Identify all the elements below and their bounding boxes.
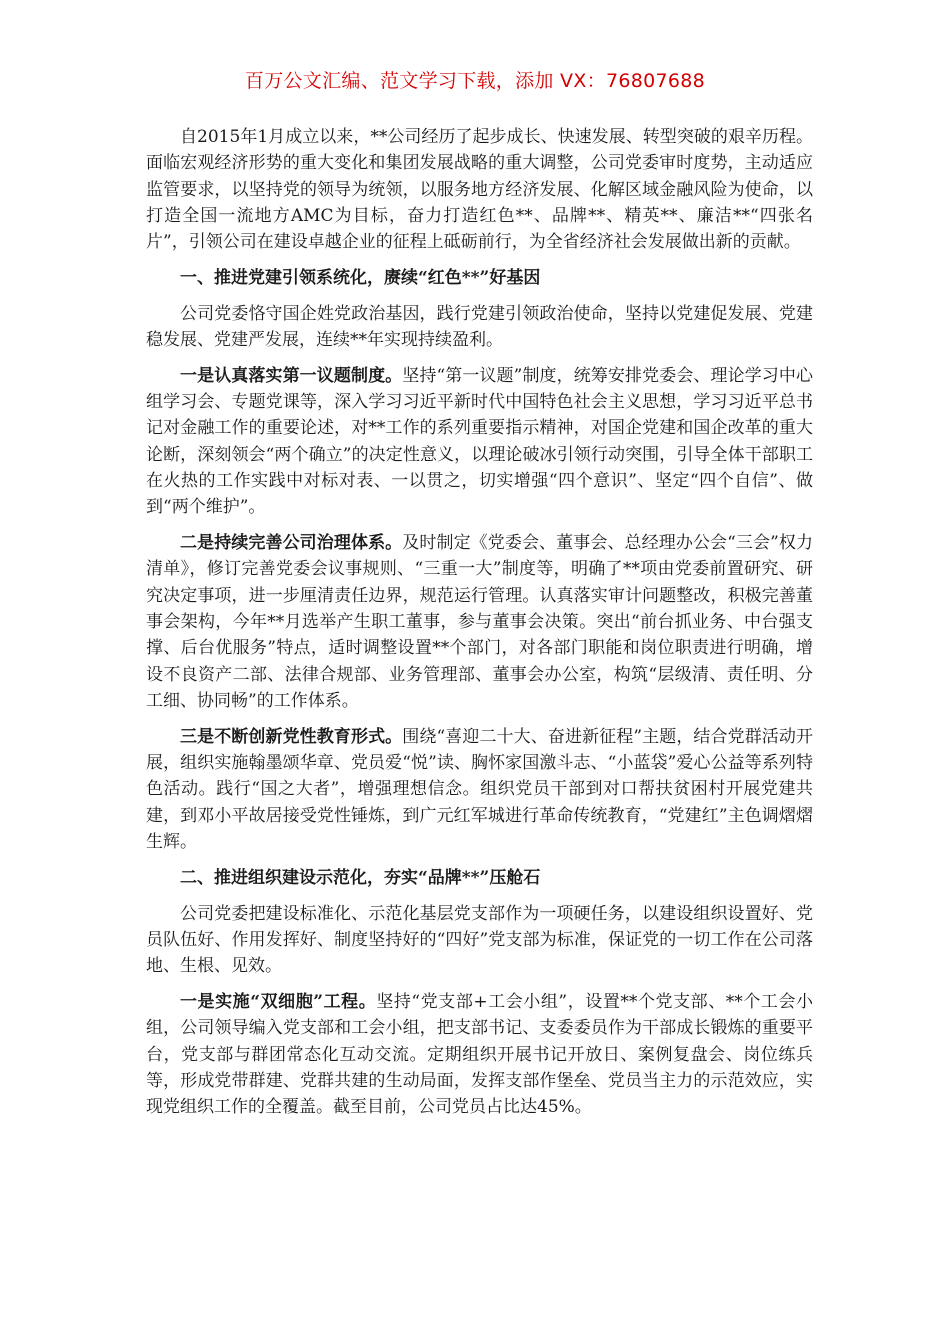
section-1-item-1-text: 坚持“第一议题”制度，统筹安排党委会、理论学习中心组学习会、专题党课等，深入学习习近平新时代中国特色社会主义思想，学习习近平总书记对金融工作的重要论述，对**工作的系列重要指示精神，对国企党建和国企改革的重大论断，深刻领会“两个确立”的决定性意义，以理论破冰引领行动突围，引导全体干部职工在火热的工作实践中对标对表、一以贯之，切实增强“四个意识”、坚定“四个自信”、做到“两个维护”。 [146, 365, 814, 518]
intro-paragraph: 自2015年1月成立以来，**公司经历了起步成长、快速发展、转型突破的艰辛历程。面临宏观经济形势的重大变化和集团发展战略的重大调整，公司党委审时度势，主动适应监管要求，以坚持党的领导为统领，以服务地方经济发展、化解区域金融风险为使命，以打造全国一流地方AMC为目标，奋力打造红色**、品牌**、精英**、廉洁**“四张名片”，引领公司在建设卓越企业的征程上砥砺前行，为全省经济社会发展做出新的贡献。 [146, 127, 813, 253]
section-1-item-1-lead: 一是认真落实第一议题制度。 [180, 365, 403, 386]
document-body [146, 124, 813, 1130]
section-2-heading: 二、推进组织建设示范化，夯实“品牌**”压舱石 [180, 867, 541, 888]
section-1-item-3-text: 围绕“喜迎二十大、奋进新征程”主题，结合党群活动开展，组织实施翰墨颂华章、党员爱“悦”读、胸怀家国激斗志、“小蓝袋”爱心公益等系列特色活动。践行“国之大者”，增强理想信念。组织党员干部到对口帮扶贫困村开展党建共建，到邓小平故居接受党性锤炼，到广元红军城进行革命传统教育，“党建红”主色调熠熠生辉。 [146, 726, 814, 852]
section-1-item-2-text: 及时制定《党委会、董事会、总经理办公会“三会”权力清单》，修订完善党委会议事规则、“三重一大”制度等，明确了**项由党委前置研究、研究决定事项，进一步厘清责任边界，规范运行管理。认真落实审计问题整改，积极完善董事会架构，今年**月选举产生职工董事，参与董事会决策。突出“前台抓业务、中台强支撑、后台优服务”特点，适时调整设置**个部门，对各部门职能和岗位职责进行明确，增设不良资产二部、法律合规部、业务管理部、董事会办公室，构筑“层级清、责任明、分工细、协同畅”的工作体系。 [146, 533, 814, 711]
section-1-item-3 [146, 724, 813, 855]
section-1-item-3-lead: 三是不断创新党性教育形式。 [180, 726, 403, 747]
section-2-intro: 公司党委把建设标准化、示范化基层党支部作为一项硬任务，以建设组织设置好、党员队伍好、作用发挥好、制度坚持好的“四好”党支部为标准，保证党的一切工作在公司落地、生根、见效。 [146, 903, 813, 977]
section-2-item-1 [146, 989, 813, 1120]
download-banner: 百万公文汇编、范文学习下载，添加 VX：76807688 [244, 70, 706, 92]
section-2-item-1-text: 坚持“党支部+工会小组”，设置**个党支部、**个工会小组，公司领导编入党支部和工会小组，把支部书记、支委委员作为干部成长锻炼的重要平台，党支部与群团常态化互动交流。定期组织开展书记开放日、案例复盘会、岗位练兵等，形成党带群建、党群共建的生动局面，发挥支部作堡垒、党员当主力的示范效应，实现党组织工作的全覆盖。截至目前，公司党员占比达45%。 [146, 991, 813, 1118]
section-1-item-2-lead: 二是持续完善公司治理体系。 [180, 533, 403, 554]
section-1-item-2 [146, 530, 813, 714]
section-1-item-1 [146, 363, 813, 521]
section-2-item-1-lead: 一是实施“双细胞”工程。 [180, 991, 377, 1012]
section-1-intro: 公司党委恪守国企姓党政治基因，践行党建引领政治使命，坚持以党建促发展、党建稳发展、党建严发展，连续**年实现持续盈利。 [146, 303, 813, 351]
section-1-heading: 一、推进党建引领系统化，赓续“红色**”好基因 [180, 267, 541, 288]
